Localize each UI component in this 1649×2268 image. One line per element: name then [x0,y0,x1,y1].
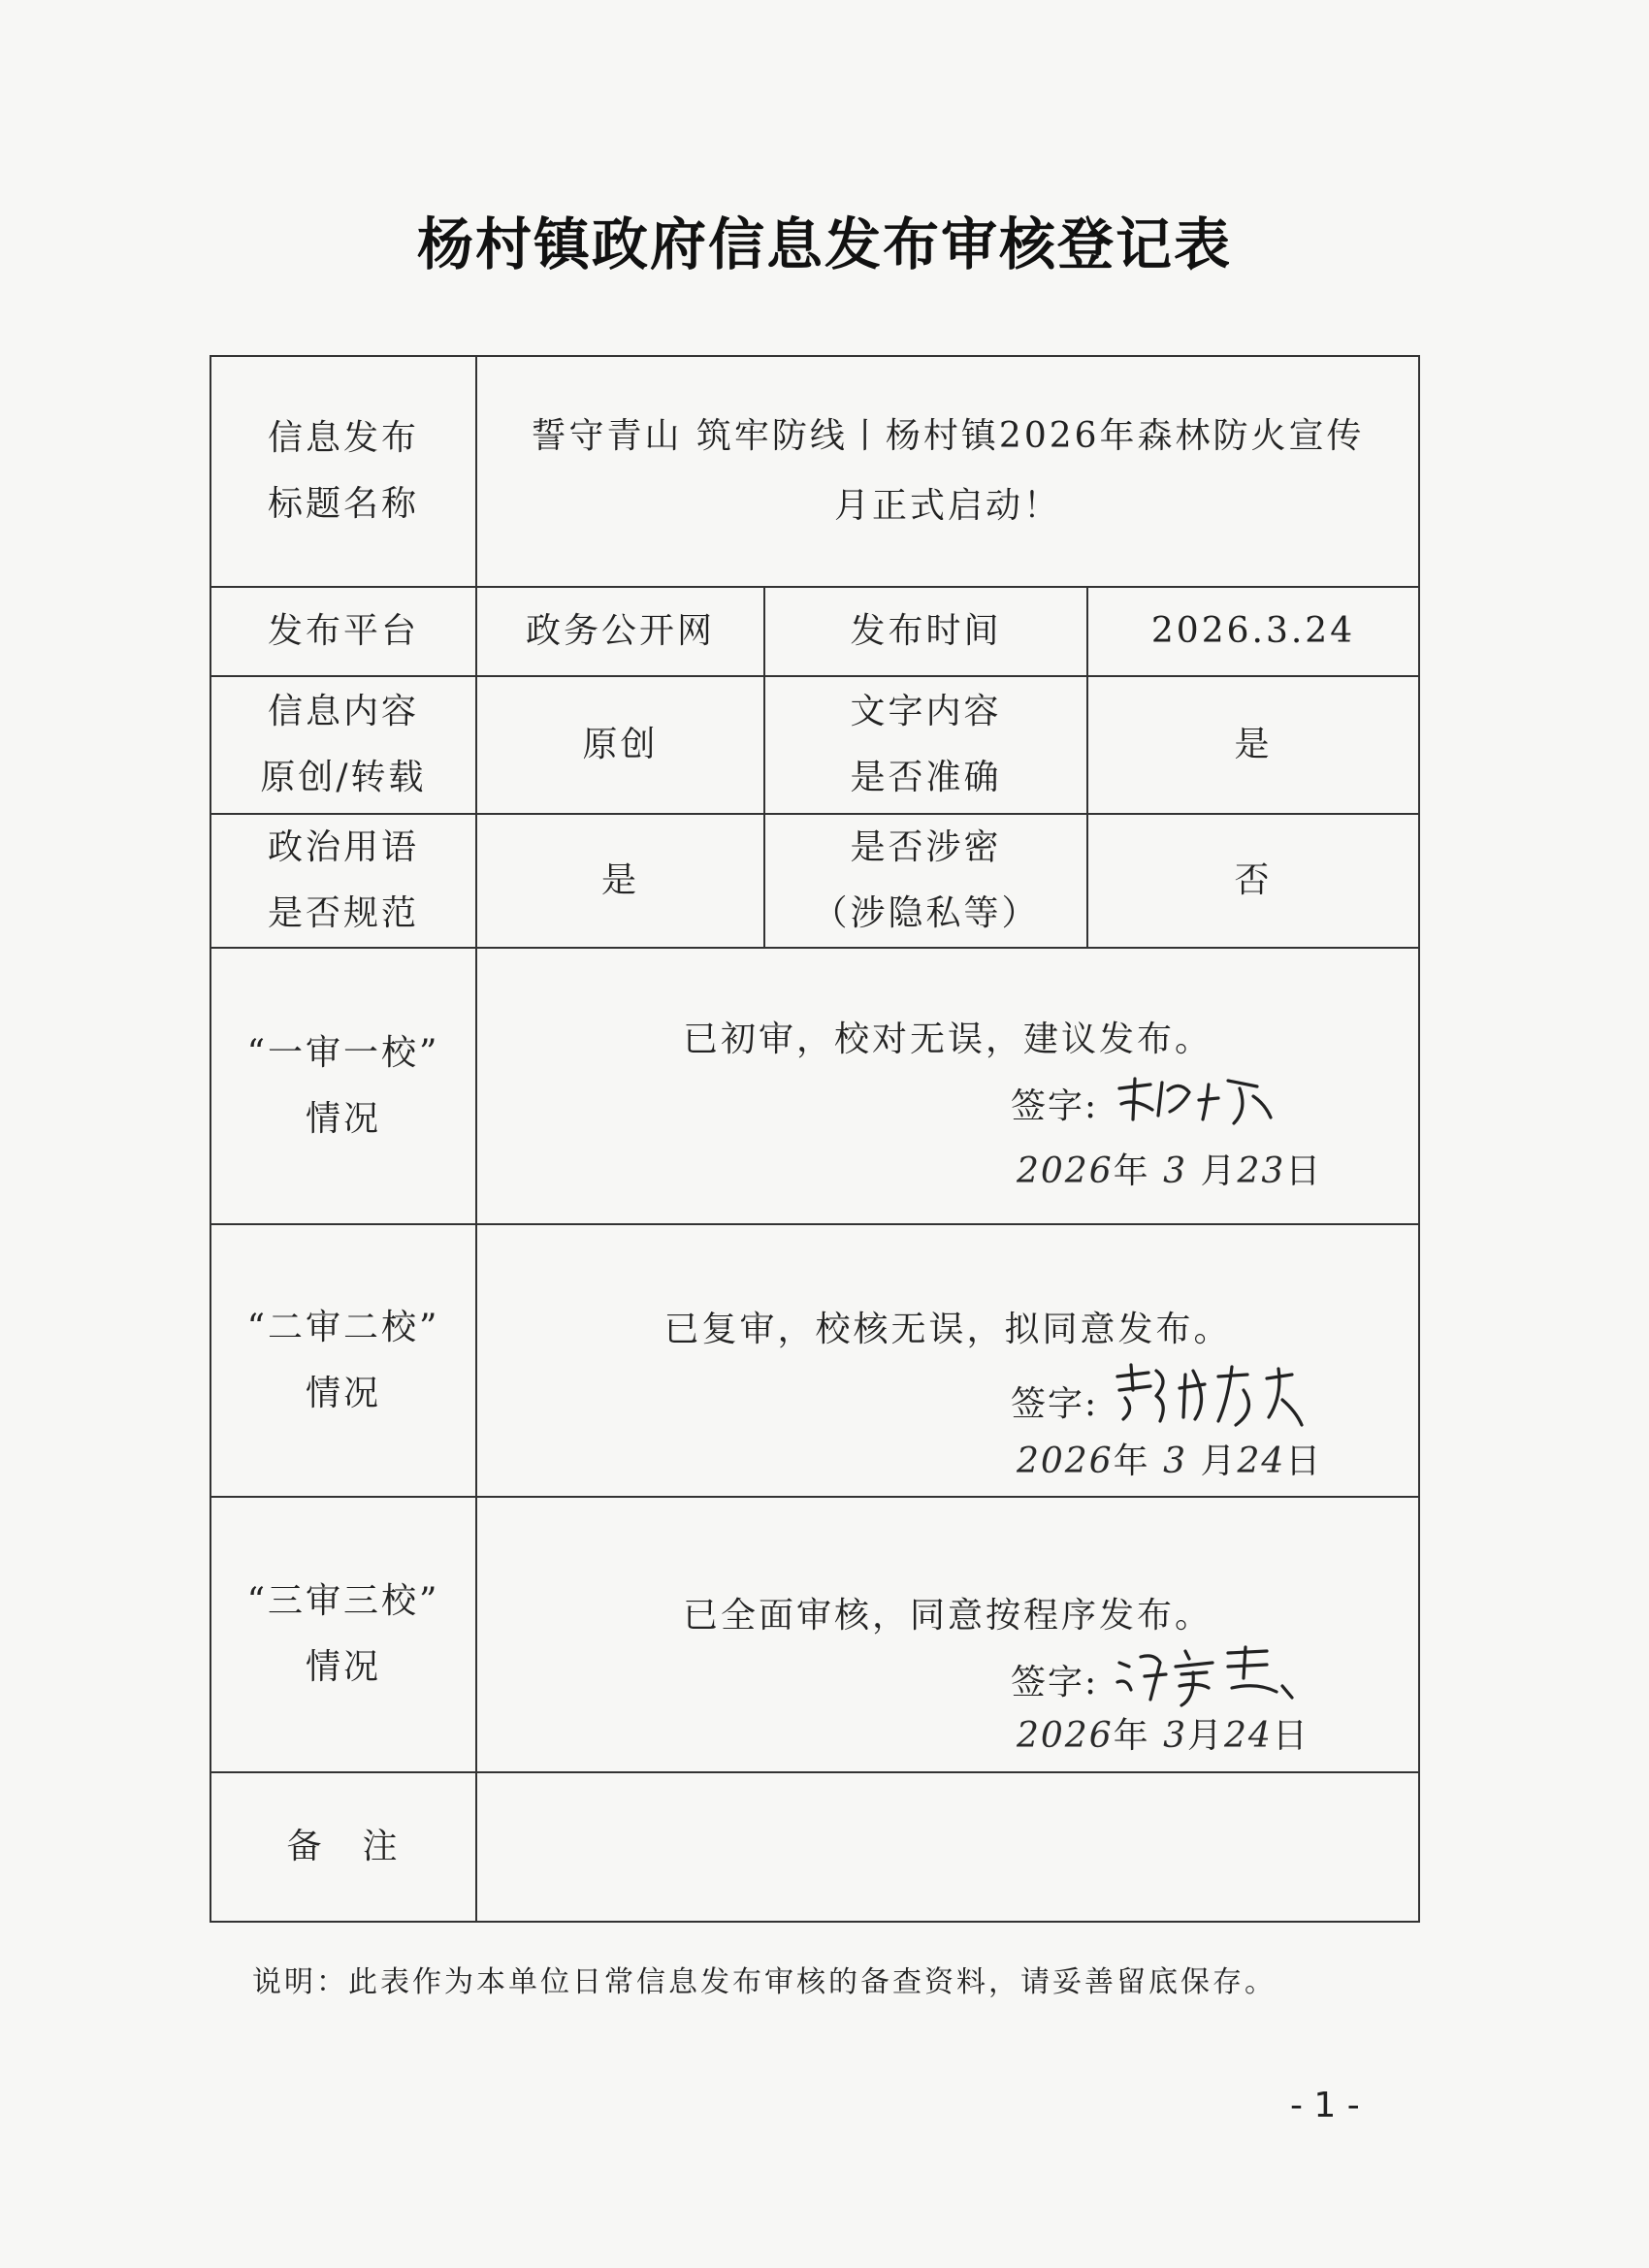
review-form-table [210,355,1420,1923]
value-political-terms: 是 [476,814,764,948]
value-remarks [476,1772,1419,1922]
label-political-terms: 政治用语 是否规范 [210,814,476,948]
review-1-sign-label: 签字: [1011,1086,1099,1126]
form-note: 说明：此表作为本单位日常信息发布审核的备查资料，请妥善留底保存。 [252,1965,1277,1999]
label-review-2: “二审二校” 情况 [210,1224,476,1497]
value-review-1 [476,948,1419,1224]
row-origin [210,676,1419,814]
review-2-sign-label: 签字: [1011,1384,1099,1424]
row-headline [210,356,1419,587]
label-text-accuracy: 文字内容 是否准确 [764,676,1087,814]
review-2-date: 2026年 3 月24日 [1017,1442,1323,1481]
review-1-date: 2026年 3 月23日 [1017,1151,1323,1191]
label-headline: 信息发布 标题名称 [210,356,476,587]
review-1-opinion: 已初审，校对无误，建议发布。 [683,1020,1213,1059]
label-review-3: “三审三校” 情况 [210,1497,476,1772]
row-platform [210,587,1419,676]
review-3-date: 2026年 3月24日 [1017,1716,1310,1756]
value-platform: 政务公开网 [476,587,764,676]
label-publish-time: 发布时间 [764,587,1087,676]
row-review-1 [210,948,1419,1224]
value-review-3 [476,1497,1419,1772]
review-2-signature-icon [1112,1361,1306,1429]
review-3-sign-label: 签字: [1011,1663,1099,1702]
value-review-2 [476,1224,1419,1497]
label-platform: 发布平台 [210,587,476,676]
label-origin: 信息内容 原创/转载 [210,676,476,814]
form-title: 杨村镇政府信息发布审核登记表 [416,211,1232,277]
row-review-3 [210,1497,1419,1772]
value-confidential: 否 [1087,814,1419,948]
review-2-opinion: 已复审，校核无误，拟同意发布。 [663,1310,1232,1349]
value-publish-time: 2026.3.24 [1087,587,1419,676]
row-remarks [210,1772,1419,1922]
value-origin: 原创 [476,676,764,814]
review-1-sign-line [1011,1071,1277,1140]
label-remarks: 备 注 [210,1772,476,1922]
label-confidential: 是否涉密 （涉隐私等） [764,814,1087,948]
label-review-1: “一审一校” 情况 [210,948,476,1224]
page-number: - 1 - [1290,2086,1360,2125]
review-3-opinion: 已全面审核，同意按程序发布。 [683,1596,1213,1636]
review-3-signature-icon [1112,1643,1306,1707]
review-1-signature-icon [1112,1071,1277,1129]
row-political [210,814,1419,948]
value-text-accuracy: 是 [1087,676,1419,814]
value-headline: 誓守青山 筑牢防线丨杨村镇2026年森林防火宣传 月正式启动！ [476,356,1419,587]
row-review-2 [210,1224,1419,1497]
review-2-sign-line [1011,1361,1306,1438]
